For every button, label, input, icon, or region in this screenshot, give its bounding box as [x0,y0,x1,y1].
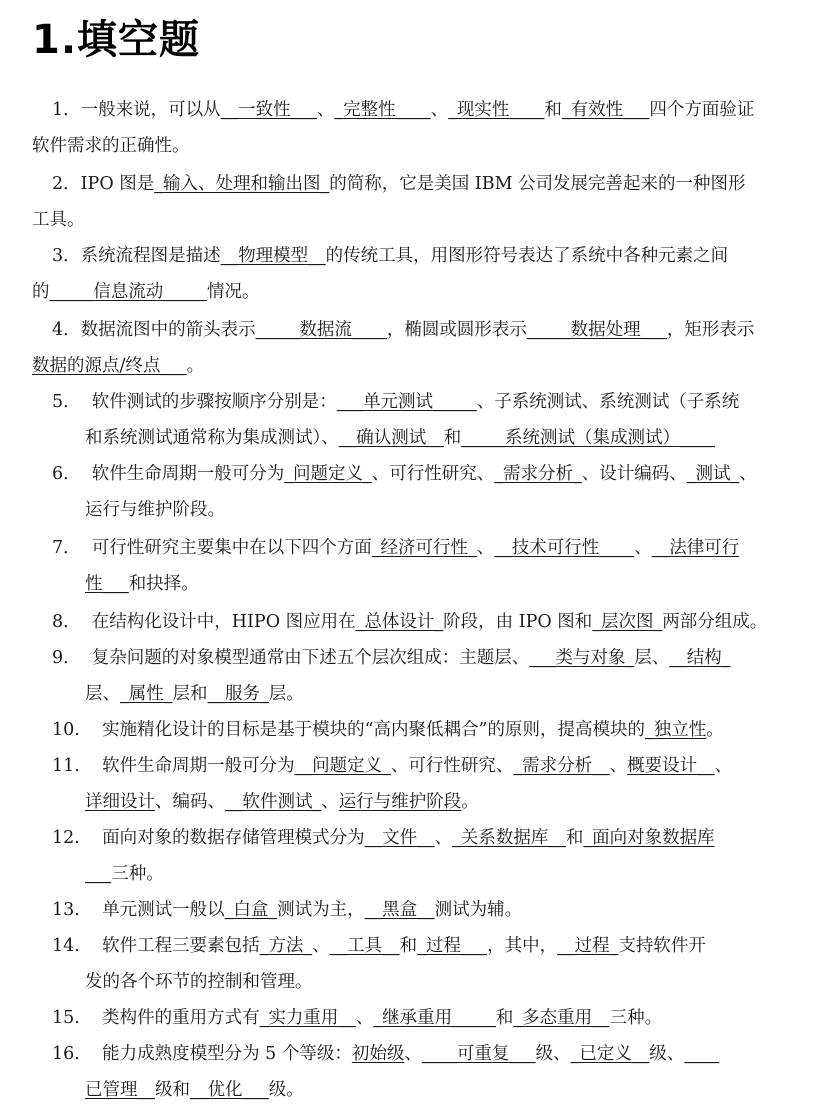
answer-blank: _过程___ [417,936,488,956]
question-text: ，矩形表示 [666,320,755,340]
answer-blank: _现实性____ [448,100,545,120]
answer-blank: _____信息流动_____ [49,282,207,302]
question-text: 9． 复杂问题的对象模型通常由下述五个层次组成：主题层、 [52,648,530,668]
answer-blank: __文件__ [364,828,435,848]
question-text: 四个方面验证 [649,100,755,120]
answer-blank: _层次图_ [592,612,663,632]
answer-blank: __工具__ [329,936,400,956]
question-text: 层。 [268,684,304,704]
question-line [52,318,754,342]
question-text: 、 [430,100,449,120]
question-text: 层和 [172,684,208,704]
question-text: 层、 [634,648,670,668]
question-text: 。 [186,356,205,376]
question-text: ，椭圆或圆形表示 [386,320,527,340]
question-line [85,498,225,522]
answer-blank: 运行与维护阶段 [338,792,462,812]
question-line [85,970,313,994]
question-text: 3．系统流程图是描述 [52,246,221,266]
answer-blank: __问题定义_ [294,756,391,776]
question-text: 15. 类构件的重用方式有 [52,1008,260,1028]
question-text: 16. 能力成熟度模型分为 5 个等级： [52,1044,352,1064]
answer-blank: _需求分析_ [494,464,582,484]
answer-blank: _继承重用_____ [373,1008,496,1028]
question-text: 三种。 [609,1008,663,1028]
answer-blank: __服务_ [207,684,269,704]
question-text: 和系统测试通常称为集成测试）、 [85,428,339,448]
question-text: 、 [609,756,628,776]
question-text: 、可行性研究、 [371,464,495,484]
answer-blank: __法律可行 [651,538,740,558]
question-text: 、子系统测试、系统测试（子系统 [476,392,740,412]
question-text: 发的各个环节的控制和管理。 [85,972,313,992]
question-text: 、 [355,1008,374,1028]
question-text: 7． 可行性研究主要集中在以下四个方面 [52,538,372,558]
question-text: ，其中， [487,936,558,956]
answer-blank: __结构_ [669,648,731,668]
question-text: 级。 [268,1080,304,1100]
question-text: 、 [321,792,339,812]
question-line [85,862,164,886]
question-text: 级、 [535,1044,571,1064]
question-line [32,280,260,304]
question-line [32,208,85,232]
question-line [52,462,757,486]
answer-blank: __一致性___ [220,100,317,120]
answer-blank: _经济可行性_ [371,538,477,558]
question-text: 和 [565,828,584,848]
answer-blank: _独立性 [644,720,707,740]
question-text: 4．数据流图中的箭头表示 [52,320,256,340]
question-text: 级、 [649,1044,685,1064]
question-text: 级和 [155,1080,190,1100]
question-text: 的传统工具，用图形符号表达了系统中各种元素之间 [325,246,729,266]
question-text: 情况。 [207,282,260,302]
answer-blank: _白盒_ [224,900,278,920]
question-text: 、 [739,464,757,484]
question-line [32,354,204,378]
answer-blank: __技术可行性____ [494,538,635,558]
question-text: 2．IPO 图是 [52,174,155,194]
question-text: 支持软件开 [618,936,706,956]
question-text: 5． 软件测试的步骤按顺序分别是： [52,392,337,412]
question-text: 8． 在结构化设计中，HIPO 图应用在 [52,612,356,632]
answer-blank: _方法_ [259,936,313,956]
question-text: 、可行性研究、 [390,756,514,776]
question-text: 、 [316,100,335,120]
answer-blank: 已管理__ [85,1080,155,1100]
question-text: 的简称，它是美国 IBM 公司发展完善起来的一种图形 [329,174,746,194]
question-line [52,826,715,850]
answer-blank: _属性_ [120,684,173,704]
question-line [85,426,715,450]
question-text: 、 [714,756,733,776]
answer-blank: _____系统测试（集成测试）____ [461,428,715,448]
question-line [52,172,746,196]
question-line [52,1006,662,1030]
question-text: 6． 软件生命周期一般可分为 [52,464,285,484]
answer-blank: _多态重用__ [513,1008,610,1028]
question-line [52,718,724,742]
answer-blank: __黑盒__ [364,900,435,920]
answer-blank: _关系数据库__ [452,828,566,848]
answer-blank: __软件测试_ [225,792,322,812]
question-text: 、 [634,538,652,558]
question-text: 层、 [85,684,120,704]
answer-blank: _实力重用__ [259,1008,356,1028]
answer-blank: __过程_ [557,936,619,956]
answer-blank: 详细设计 [85,792,155,812]
question-line [52,934,706,958]
question-text: 13. 单元测试一般以 [52,900,225,920]
question-text: 。 [706,720,724,740]
question-line [52,610,767,634]
question-text: 运行与维护阶段。 [85,500,225,520]
answer-blank: ___类与对象_ [529,648,635,668]
answer-blank: ___ [85,864,112,884]
question-line [52,646,731,670]
question-line [32,134,190,158]
page-title: 1.填空题 [32,17,201,63]
question-line [52,244,728,268]
answer-blank: ___单元测试_____ [336,392,477,412]
answer-blank: 概要设计__ [627,756,715,776]
answer-blank: _需求分析__ [513,756,610,776]
answer-blank: 数据的源点/终点___ [32,356,187,376]
question-text: 两部分组成。 [662,612,768,632]
question-text: 、 [404,1044,422,1064]
question-line [85,572,199,596]
answer-blank: ____可重复___ [421,1044,536,1064]
question-text: 和抉择。 [128,574,199,594]
question-text: 。 [461,792,479,812]
question-line [52,98,754,122]
question-text: 和 [443,428,462,448]
question-text: 10. 实施精化设计的目标是基于模块的“高内聚低耦合”的原则，提高模块的 [52,720,645,740]
question-text: 软件需求的正确性。 [32,136,190,156]
question-text: 和 [399,936,418,956]
answer-blank: ____ [684,1044,720,1064]
answer-blank: 性___ [85,574,129,594]
question-text: 工具。 [32,210,85,230]
answer-blank: _总体设计_ [355,612,444,632]
question-line [85,1078,304,1102]
answer-blank: _面向对象数据库 [583,828,715,848]
answer-blank: _测试_ [686,464,740,484]
answer-blank: _问题定义_ [284,464,372,484]
question-line [52,754,732,778]
question-text: 、 [312,936,330,956]
question-text: 测试为辅。 [434,900,523,920]
question-line [85,790,479,814]
question-text: 14. 软件工程三要素包括 [52,936,260,956]
answer-blank: _完整性____ [334,100,431,120]
answer-blank: _已定义__ [570,1044,650,1064]
answer-blank: __物理模型__ [220,246,326,266]
question-text: 和 [495,1008,514,1028]
answer-blank: __优化___ [190,1080,269,1100]
question-text: 、设计编码、 [581,464,687,484]
question-text: 测试为主， [277,900,365,920]
question-text: 、编码、 [155,792,225,812]
answer-blank: __确认测试__ [338,428,444,448]
question-line [52,390,739,414]
question-line [52,898,522,922]
question-text: 、 [476,538,495,558]
answer-blank: _____数据流____ [255,320,387,340]
question-line [52,1042,719,1066]
question-line [52,536,739,560]
answer-blank: _输入、处理和输出图_ [154,174,330,194]
question-text: 1．一般来说，可以从 [52,100,221,120]
question-text: 11. 软件生命周期一般可分为 [52,756,295,776]
question-text: 、 [434,828,453,848]
question-text: 阶段，由 IPO 图和 [443,612,593,632]
question-text: 的 [32,282,50,302]
answer-blank: _有效性___ [561,100,650,120]
question-text: 和 [544,100,562,120]
answer-blank: _____数据处理___ [526,320,667,340]
answer-blank: 初始级 [351,1044,405,1064]
question-text: 三种。 [111,864,164,884]
question-text: 12. 面向对象的数据存储管理模式分为 [52,828,365,848]
question-line [85,682,304,706]
